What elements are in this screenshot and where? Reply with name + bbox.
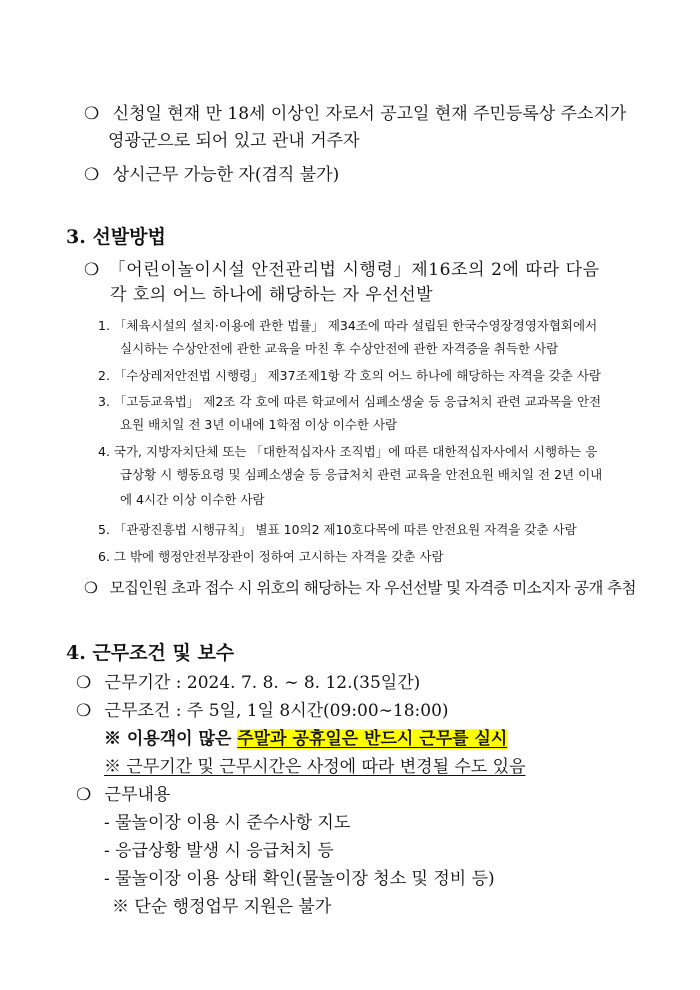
sec3-intro-line-2: 각 호의 어느 하나에 해당하는 자 우선선발	[110, 285, 434, 305]
elig-item-1	[84, 99, 626, 124]
circle-bullet-icon: ❍	[76, 673, 92, 693]
sec3-intro-line-1: 「어린이놀이시설 안전관리법 시행령」제16조의 2에 따라 다음	[108, 260, 600, 280]
sec4-duty-text: 근무내용	[104, 785, 171, 805]
final-note: ※ 단순 행정업무 지원은 불가	[112, 897, 332, 917]
sec4-cond-text: 근무조건 : 주 5일, 1일 8시간(09:00∼18:00)	[104, 701, 449, 721]
elig-text-2: 상시근무 가능한 자(겸직 불가)	[112, 165, 340, 185]
sec3-item-1-line-2: 실시하는 수상안전에 관한 교육을 마친 후 수상안전에 관한 자격증을 취득한 사람	[120, 341, 559, 356]
sec4-duty	[76, 780, 170, 805]
circle-bullet-icon: ❍	[84, 165, 100, 185]
sec3-item-4-line-3: 에 4시간 이상 이수한 사람	[120, 492, 265, 507]
elig-item-2	[84, 160, 339, 185]
section-3-title: 3. 선발방법	[66, 226, 166, 248]
elig-text-1: 신청일 현재 만 18세 이상인 자로서 공고일 현재 주민등록상 주소지가	[112, 104, 627, 124]
circle-bullet-icon: ❍	[84, 579, 98, 597]
note-1-highlight: 주말과 공휴일은 반드시 근무를 실시	[237, 729, 508, 749]
sec3-last	[84, 576, 636, 598]
note-1-prefix: ※ 이용객이 많은	[104, 729, 238, 749]
sec3-last-text: 모집인원 초과 접수 시 위호의 해당하는 자 우선선발 및 자격증 미소지자 공개 추첨	[109, 579, 636, 597]
circle-bullet-icon: ❍	[84, 104, 100, 124]
sec4-note-2: ※ 근무기간 및 근무시간은 사정에 따라 변경될 수도 있음	[104, 757, 526, 777]
section-4-title: 4. 근무조건 및 보수	[66, 642, 235, 664]
sec3-item-3-line-1: 3. 「고등교육법」 제2조 각 호에 따른 학교에서 심폐소생술 등 응급처치 관련 교과목을 안전	[98, 394, 602, 409]
sec4-period	[76, 668, 420, 693]
duty-item-1: - 물놀이장 이용 시 준수사항 지도	[104, 813, 351, 833]
sec3-item-4-line-1: 4. 국가, 지방자치단체 또는 「대한적십자사 조직법」에 따른 대한적십자사에서 시행하는 응	[98, 444, 598, 459]
sec3-item-4-line-2: 급상황 시 행동요령 및 심폐소생술 등 응급처치 관련 교육을 안전요원 배치일 전 2년 이내	[120, 467, 603, 482]
sec3-intro	[84, 255, 600, 280]
sec3-item-6-line-1: 6. 그 밖에 행정안전부장관이 정하여 고시하는 자격을 갖춘 사람	[98, 549, 444, 564]
sec3-item-1-line-1: 1. 「체육시설의 설치·이용에 관한 법률」 제34조에 따라 설립된 한국수영장경영자협회에서	[98, 318, 598, 333]
circle-bullet-icon: ❍	[76, 785, 92, 805]
circle-bullet-icon: ❍	[76, 701, 92, 721]
sec3-item-3-line-2: 요원 배치일 전 3년 이내에 1학점 이상 이수한 사람	[120, 417, 398, 432]
sec4-note-1	[104, 724, 507, 749]
circle-bullet-icon: ❍	[84, 260, 100, 280]
sec4-cond	[76, 696, 449, 721]
sec4-period-text: 근무기간 : 2024. 7. 8. ∼ 8. 12.(35일간)	[104, 673, 421, 693]
elig-text-1-cont: 영광군으로 되어 있고 관내 거주자	[108, 131, 360, 151]
sec3-item-5-line-1: 5. 「관광진흥법 시행규칙」 별표 10의2 제10호다목에 따른 안전요원 자격을 갖춘 사람	[98, 522, 577, 537]
duty-item-2: - 응급상황 발생 시 응급처치 등	[104, 841, 334, 861]
sec3-item-2-line-1: 2. 「수상레저안전법 시행령」 제37조제1항 각 호의 어느 하나에 해당하는 자격을 갖춘 사람	[98, 368, 601, 383]
duty-item-3: - 물놀이장 이용 상태 확인(물놀이장 청소 및 정비 등)	[104, 869, 495, 889]
